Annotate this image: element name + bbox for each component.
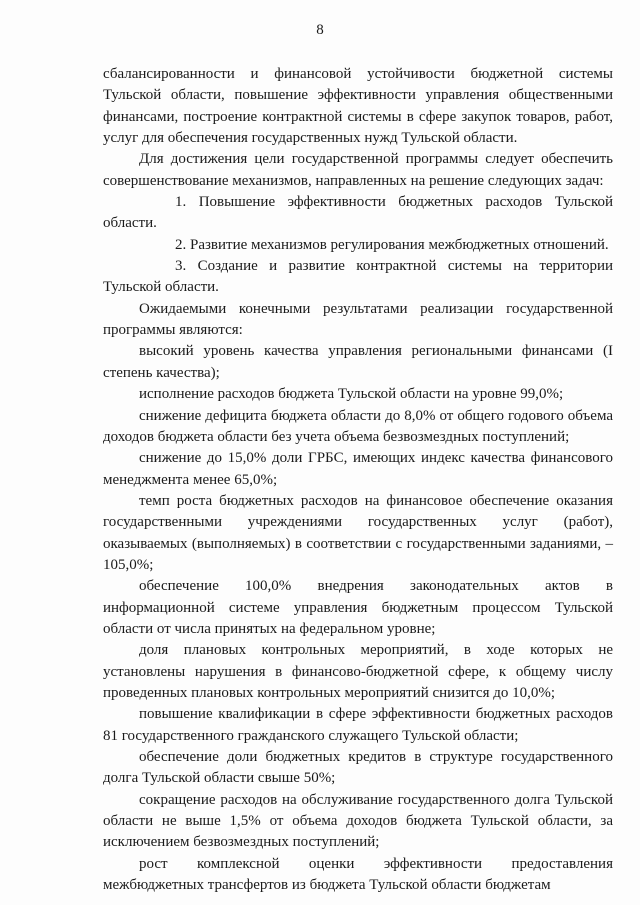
list-number: 1. [175, 194, 187, 211]
result-item: высокий уровень качества управления региональными финансами (I степень качества); [103, 343, 613, 381]
task-item-3 [103, 256, 613, 299]
result-item: обеспечение доли бюджетных кредитов в структуре государственного долга Тульской области свыше 50%; [103, 749, 613, 787]
task-item-1 [103, 192, 613, 235]
task-text: Создание и развитие контрактной системы на территории Тульской области. [103, 258, 613, 296]
result-item: повышение квалификации в сфере эффективности бюджетных расходов 81 государственного гражданского служащего Тульской области; [103, 706, 613, 744]
task-text: Развитие механизмов регулирования межбюджетных отношений. [190, 236, 609, 253]
paragraph-intro-tasks: Для достижения цели государственной программы следует обеспечить совершенствование механизмов, направленных на решение следующих задач: [103, 151, 613, 189]
result-item: исполнение расходов бюджета Тульской области на уровне 99,0%; [139, 386, 564, 403]
paragraph-continuation: сбалансированности и финансовой устойчивости бюджетной системы Тульской области, повышение эффективности управления общественными финансами, построение контрактной системы в сфере закупок товаров, работ, услуг для обеспечения государственных нужд Тульской области. [103, 66, 613, 147]
result-item: обеспечение 100,0% внедрения законодательных актов в информационной системе управления бюджетным процессом Тульской области от числа принятых на федеральном уровне; [103, 578, 613, 637]
result-item: снижение дефицита бюджета области до 8,0% от общего годового объема доходов бюджета области без учета объема безвозмездных поступлений; [103, 407, 613, 445]
result-item: темп роста бюджетных расходов на финансовое обеспечение оказания государственными учреждениями государственных услуг (работ), оказываемых (выполняемых) в соответствии с государственными заданиями, – 105,0%; [103, 492, 613, 573]
result-item: доля плановых контрольных мероприятий, в ходе которых не установлены нарушения в финансово-бюджетной сфере, к общему числу проведенных плановых контрольных мероприятий снизится до 10,0%; [103, 642, 613, 701]
result-item: снижение до 15,0% доли ГРБС, имеющих индекс качества финансового менеджмента менее 65,0%; [103, 450, 613, 488]
task-text: Повышение эффективности бюджетных расходов Тульской области. [103, 194, 613, 232]
result-item: рост комплексной оценки эффективности предоставления межбюджетных трансфертов из бюджета Тульской области бюджетам [103, 855, 613, 894]
document-body [103, 64, 613, 896]
paragraph-expected-results: Ожидаемыми конечными результатами реализации государственной программы являются: [103, 300, 613, 339]
page-number: 8 [316, 22, 324, 38]
result-item: сокращение расходов на обслуживание государственного долга Тульской области не выше 1,5% от объема доходов бюджета Тульской области, за исключением безвозмездных поступлений; [103, 791, 613, 851]
list-number: 3. [175, 258, 187, 275]
list-number: 2. [175, 236, 187, 253]
task-item-2 [103, 235, 613, 256]
